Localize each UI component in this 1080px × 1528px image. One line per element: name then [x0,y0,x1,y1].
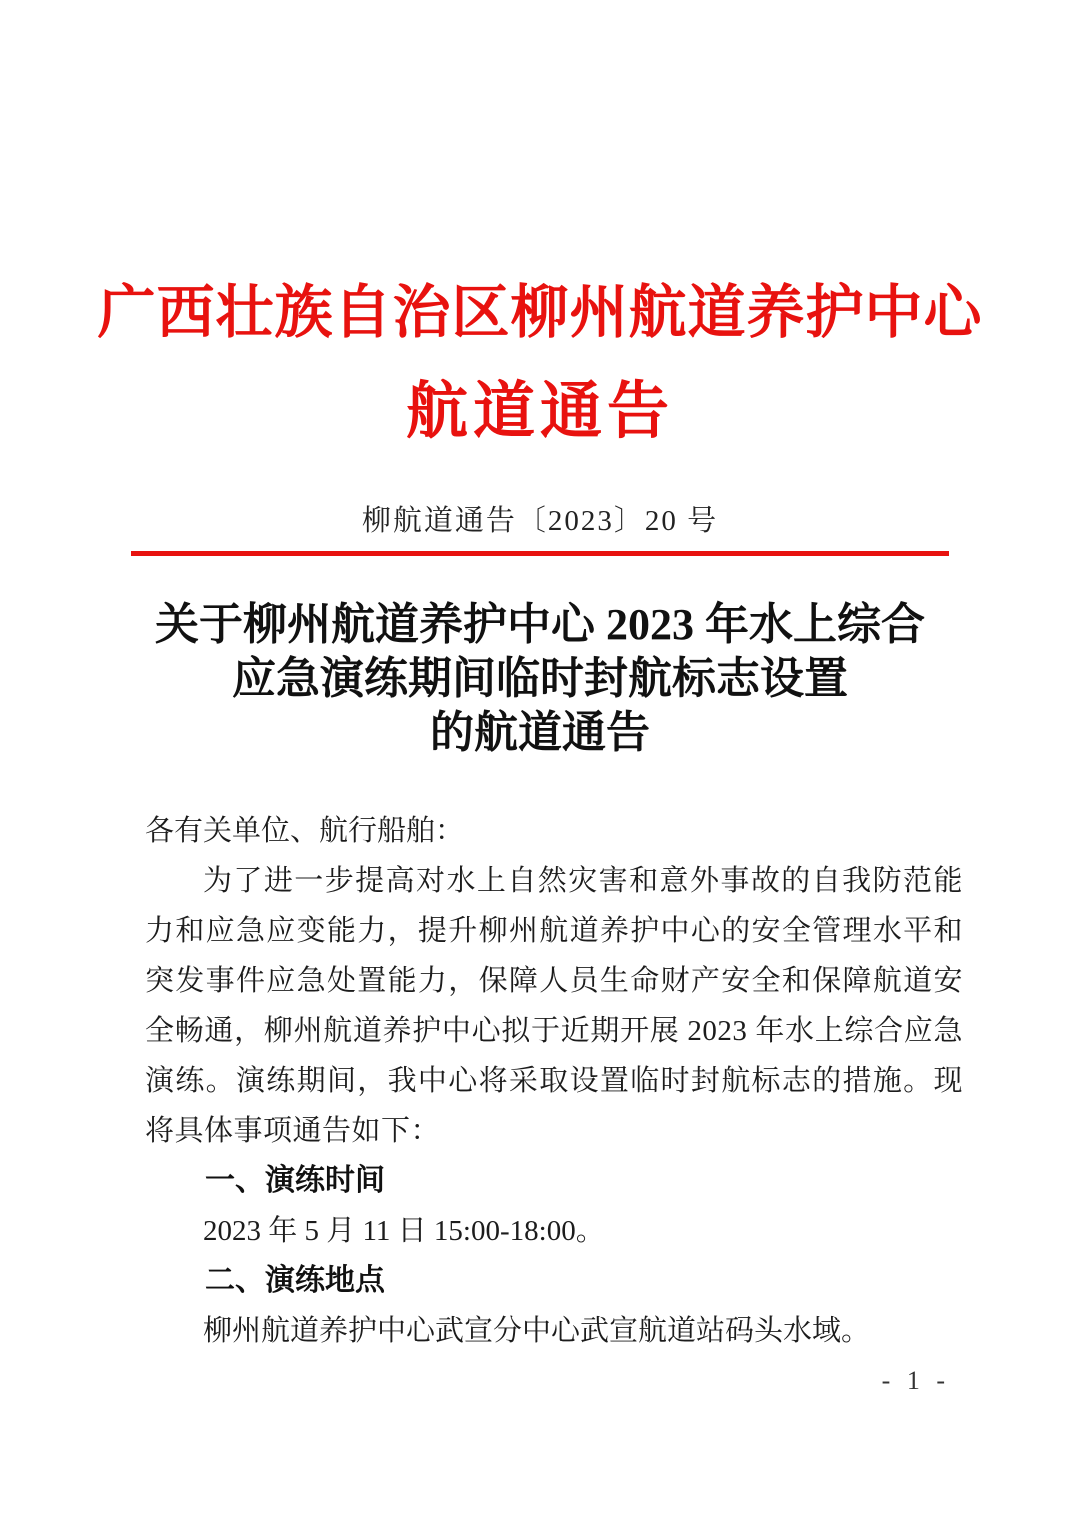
subject-title-line2: 应急演练期间临时封航标志设置 [232,654,848,703]
section-2-content: 柳州航道养护中心武宣分中心武宣航道站码头水域。 [203,1315,871,1347]
subject-title-line3: 的航道通告 [430,708,650,757]
section-2-heading: 二、演练地点 [205,1264,385,1297]
masthead [0,0,1080,444]
salutation: 各有关单位、航行船舶： [145,815,465,847]
issuing-org-title: 广西壮族自治区柳州航道养护中心 [97,280,983,345]
red-divider-rule [131,551,949,556]
subject-title [0,598,1080,760]
subject-title-line1: 关于柳州航道养护中心 2023 年水上综合 [155,600,925,649]
section-1-heading: 一、演练时间 [205,1164,385,1197]
section-1-content: 2023 年 5 月 11 日 15:00-18:00。 [203,1215,605,1247]
intro-paragraph: 为了进一步提高对水上自然灾害和意外事故的自我防范能力和应急应变能力，提升柳州航道养护中心的安全管理水平和突发事件应急处置能力，保障人员生命财产安全和保障航道安全畅通，柳州航道养护中心拟于近期开展 2023 年水上综合应急演练。演练期间，我中心将采取设置临时封航标志的措施。现将具体事项通告如下： [145,865,963,1147]
document-body [145,806,963,1356]
page-number: - 1 - [881,1366,950,1395]
document-number: 柳航道通告〔2023〕20 号 [361,505,719,537]
document-type-title: 航道通告 [405,378,674,446]
